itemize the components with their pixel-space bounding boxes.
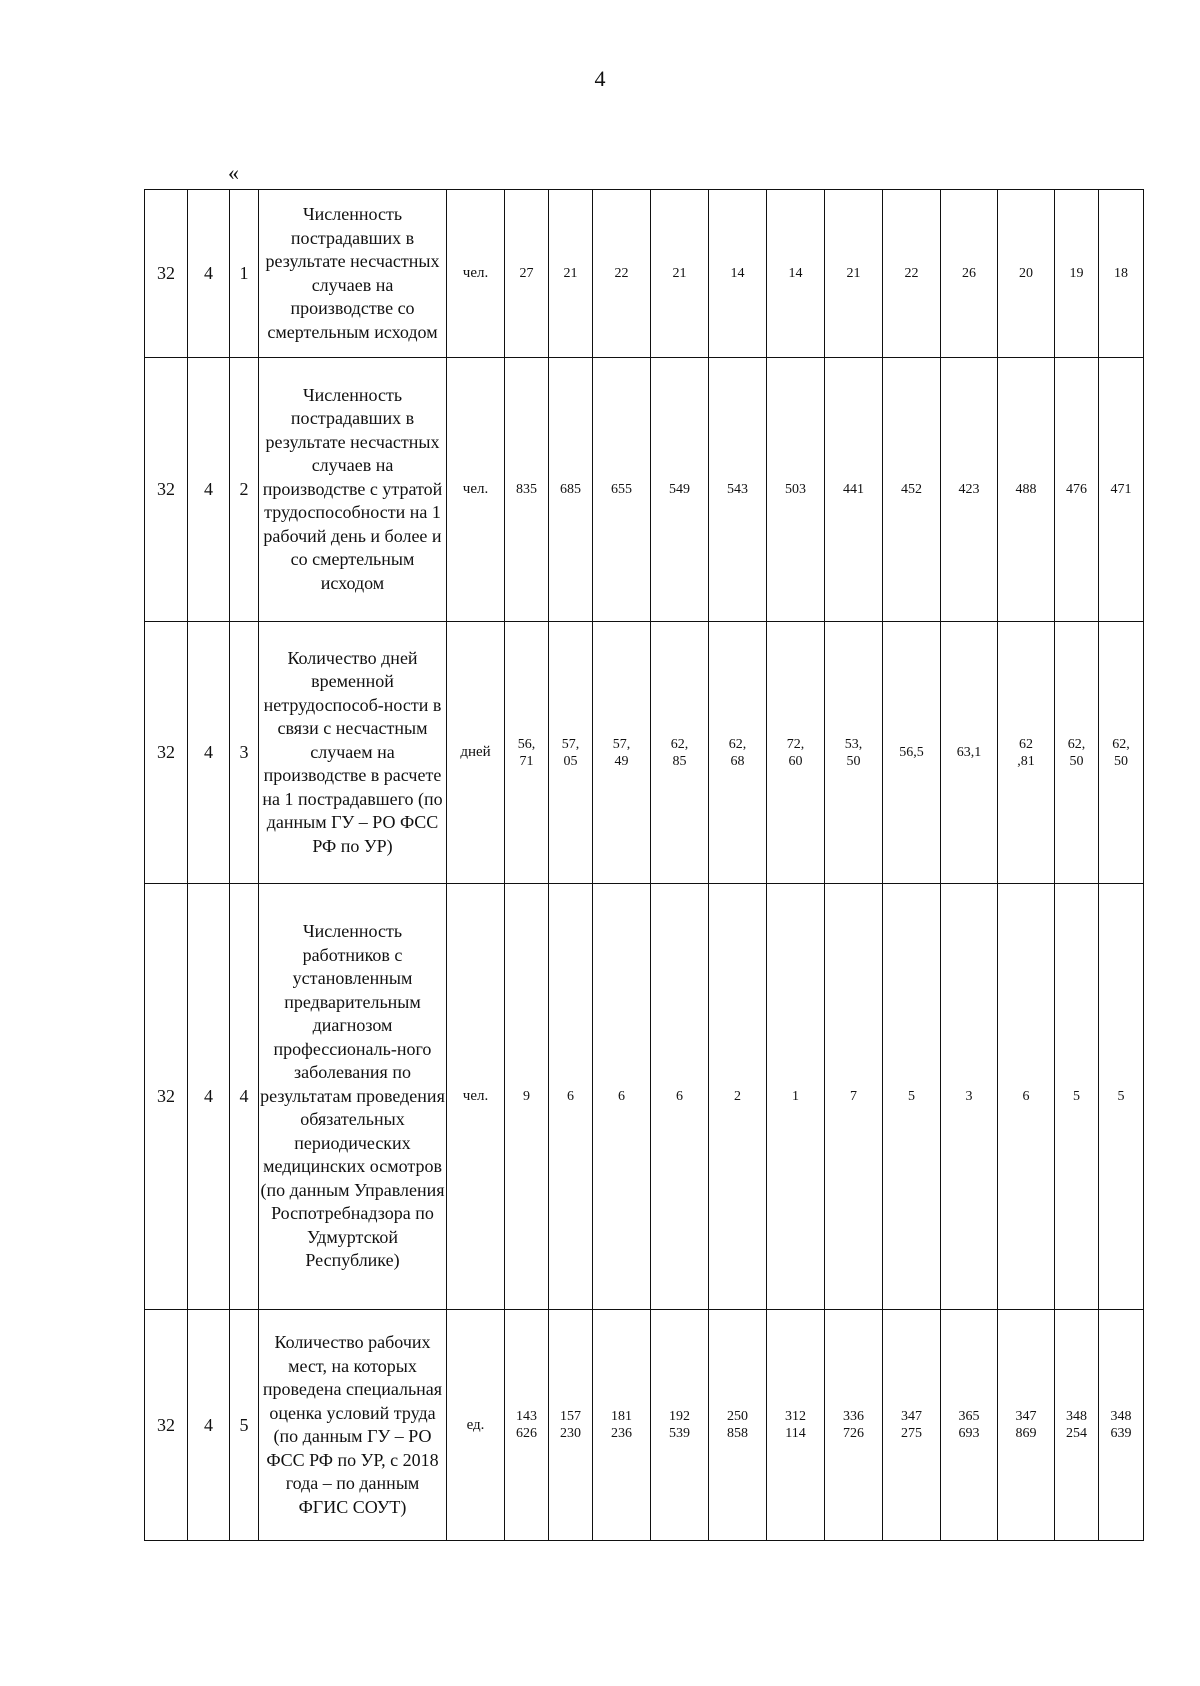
- code-section-cell: 32: [145, 622, 188, 884]
- value-cell: 5: [883, 884, 941, 1310]
- value-cell: 5: [1099, 884, 1144, 1310]
- code-subsection-cell: 4: [188, 884, 230, 1310]
- unit-cell: чел.: [447, 190, 505, 358]
- value-cell: 143 626: [505, 1310, 549, 1541]
- value-cell: 181 236: [593, 1310, 651, 1541]
- value-cell: 503: [767, 358, 825, 622]
- value-cell: 62, 50: [1055, 622, 1099, 884]
- value-cell: 336 726: [825, 1310, 883, 1541]
- value-cell: 347 869: [998, 1310, 1055, 1541]
- indicator-description-cell: Количество дней временной нетрудоспособ-ности в связи с несчастным случаем на производстве в расчете на 1 пострадавшего (по данным ГУ – РО ФСС РФ по УР): [259, 622, 447, 884]
- value-cell: 348 254: [1055, 1310, 1099, 1541]
- value-cell: 14: [709, 190, 767, 358]
- value-cell: 19: [1055, 190, 1099, 358]
- value-cell: 543: [709, 358, 767, 622]
- table-row: [145, 884, 1144, 1310]
- code-section-cell: 32: [145, 884, 188, 1310]
- page-number: 4: [594, 66, 606, 91]
- code-item-cell: 4: [230, 884, 259, 1310]
- value-cell: 157 230: [549, 1310, 593, 1541]
- indicator-description-cell: Численность работников с установленным предварительным диагнозом профессиональ-ного заболевания по результатам проведения обязательных периодических медицинских осмотров (по данным Управления Роспотребнадзора по Удмуртской Республике): [259, 884, 447, 1310]
- value-cell: 20: [998, 190, 1055, 358]
- value-cell: 72, 60: [767, 622, 825, 884]
- value-cell: 685: [549, 358, 593, 622]
- code-subsection-cell: 4: [188, 1310, 230, 1541]
- code-item-cell: 1: [230, 190, 259, 358]
- value-cell: 22: [883, 190, 941, 358]
- value-cell: 192 539: [651, 1310, 709, 1541]
- value-cell: 2: [709, 884, 767, 1310]
- value-cell: 312 114: [767, 1310, 825, 1541]
- table-row: [145, 622, 1144, 884]
- value-cell: 348 639: [1099, 1310, 1144, 1541]
- code-subsection-cell: 4: [188, 190, 230, 358]
- value-cell: 26: [941, 190, 998, 358]
- code-subsection-cell: 4: [188, 622, 230, 884]
- value-cell: 549: [651, 358, 709, 622]
- value-cell: 423: [941, 358, 998, 622]
- value-cell: 62 ,81: [998, 622, 1055, 884]
- value-cell: 18: [1099, 190, 1144, 358]
- value-cell: 63,1: [941, 622, 998, 884]
- indicator-description-cell: Численность пострадавших в результате несчастных случаев на производстве с утратой трудоспособности на 1 рабочий день и более и со смертельным исходом: [259, 358, 447, 622]
- code-section-cell: 32: [145, 190, 188, 358]
- value-cell: 62, 50: [1099, 622, 1144, 884]
- value-cell: 56,5: [883, 622, 941, 884]
- value-cell: 471: [1099, 358, 1144, 622]
- code-item-cell: 2: [230, 358, 259, 622]
- value-cell: 62, 68: [709, 622, 767, 884]
- unit-cell: чел.: [447, 884, 505, 1310]
- value-cell: 6: [998, 884, 1055, 1310]
- value-cell: 21: [825, 190, 883, 358]
- table-row: [145, 1310, 1144, 1541]
- value-cell: 57, 49: [593, 622, 651, 884]
- code-section-cell: 32: [145, 1310, 188, 1541]
- table-row: [145, 358, 1144, 622]
- unit-cell: чел.: [447, 358, 505, 622]
- value-cell: 62, 85: [651, 622, 709, 884]
- value-cell: 655: [593, 358, 651, 622]
- unit-cell: ед.: [447, 1310, 505, 1541]
- code-subsection-cell: 4: [188, 358, 230, 622]
- value-cell: 488: [998, 358, 1055, 622]
- value-cell: 6: [593, 884, 651, 1310]
- value-cell: 835: [505, 358, 549, 622]
- value-cell: 14: [767, 190, 825, 358]
- value-cell: 56, 71: [505, 622, 549, 884]
- value-cell: 441: [825, 358, 883, 622]
- value-cell: 5: [1055, 884, 1099, 1310]
- value-cell: 250 858: [709, 1310, 767, 1541]
- value-cell: 6: [651, 884, 709, 1310]
- indicator-description-cell: Количество рабочих мест, на которых проведена специальная оценка условий труда (по данным ГУ – РО ФСС РФ по УР, с 2018 года – по данным ФГИС СОУТ): [259, 1310, 447, 1541]
- value-cell: 53, 50: [825, 622, 883, 884]
- value-cell: 1: [767, 884, 825, 1310]
- value-cell: 27: [505, 190, 549, 358]
- value-cell: 6: [549, 884, 593, 1310]
- code-section-cell: 32: [145, 358, 188, 622]
- table-row: [145, 190, 1144, 358]
- code-item-cell: 5: [230, 1310, 259, 1541]
- value-cell: 452: [883, 358, 941, 622]
- value-cell: 3: [941, 884, 998, 1310]
- value-cell: 22: [593, 190, 651, 358]
- value-cell: 7: [825, 884, 883, 1310]
- value-cell: 476: [1055, 358, 1099, 622]
- unit-cell: дней: [447, 622, 505, 884]
- value-cell: 9: [505, 884, 549, 1310]
- opening-quote-mark: «: [228, 160, 239, 185]
- value-cell: 21: [651, 190, 709, 358]
- value-cell: 57, 05: [549, 622, 593, 884]
- value-cell: 21: [549, 190, 593, 358]
- code-item-cell: 3: [230, 622, 259, 884]
- value-cell: 365 693: [941, 1310, 998, 1541]
- indicators-table: [144, 189, 1144, 1541]
- value-cell: 347 275: [883, 1310, 941, 1541]
- indicator-description-cell: Численность пострадавших в результате несчастных случаев на производстве со смертельным исходом: [259, 190, 447, 358]
